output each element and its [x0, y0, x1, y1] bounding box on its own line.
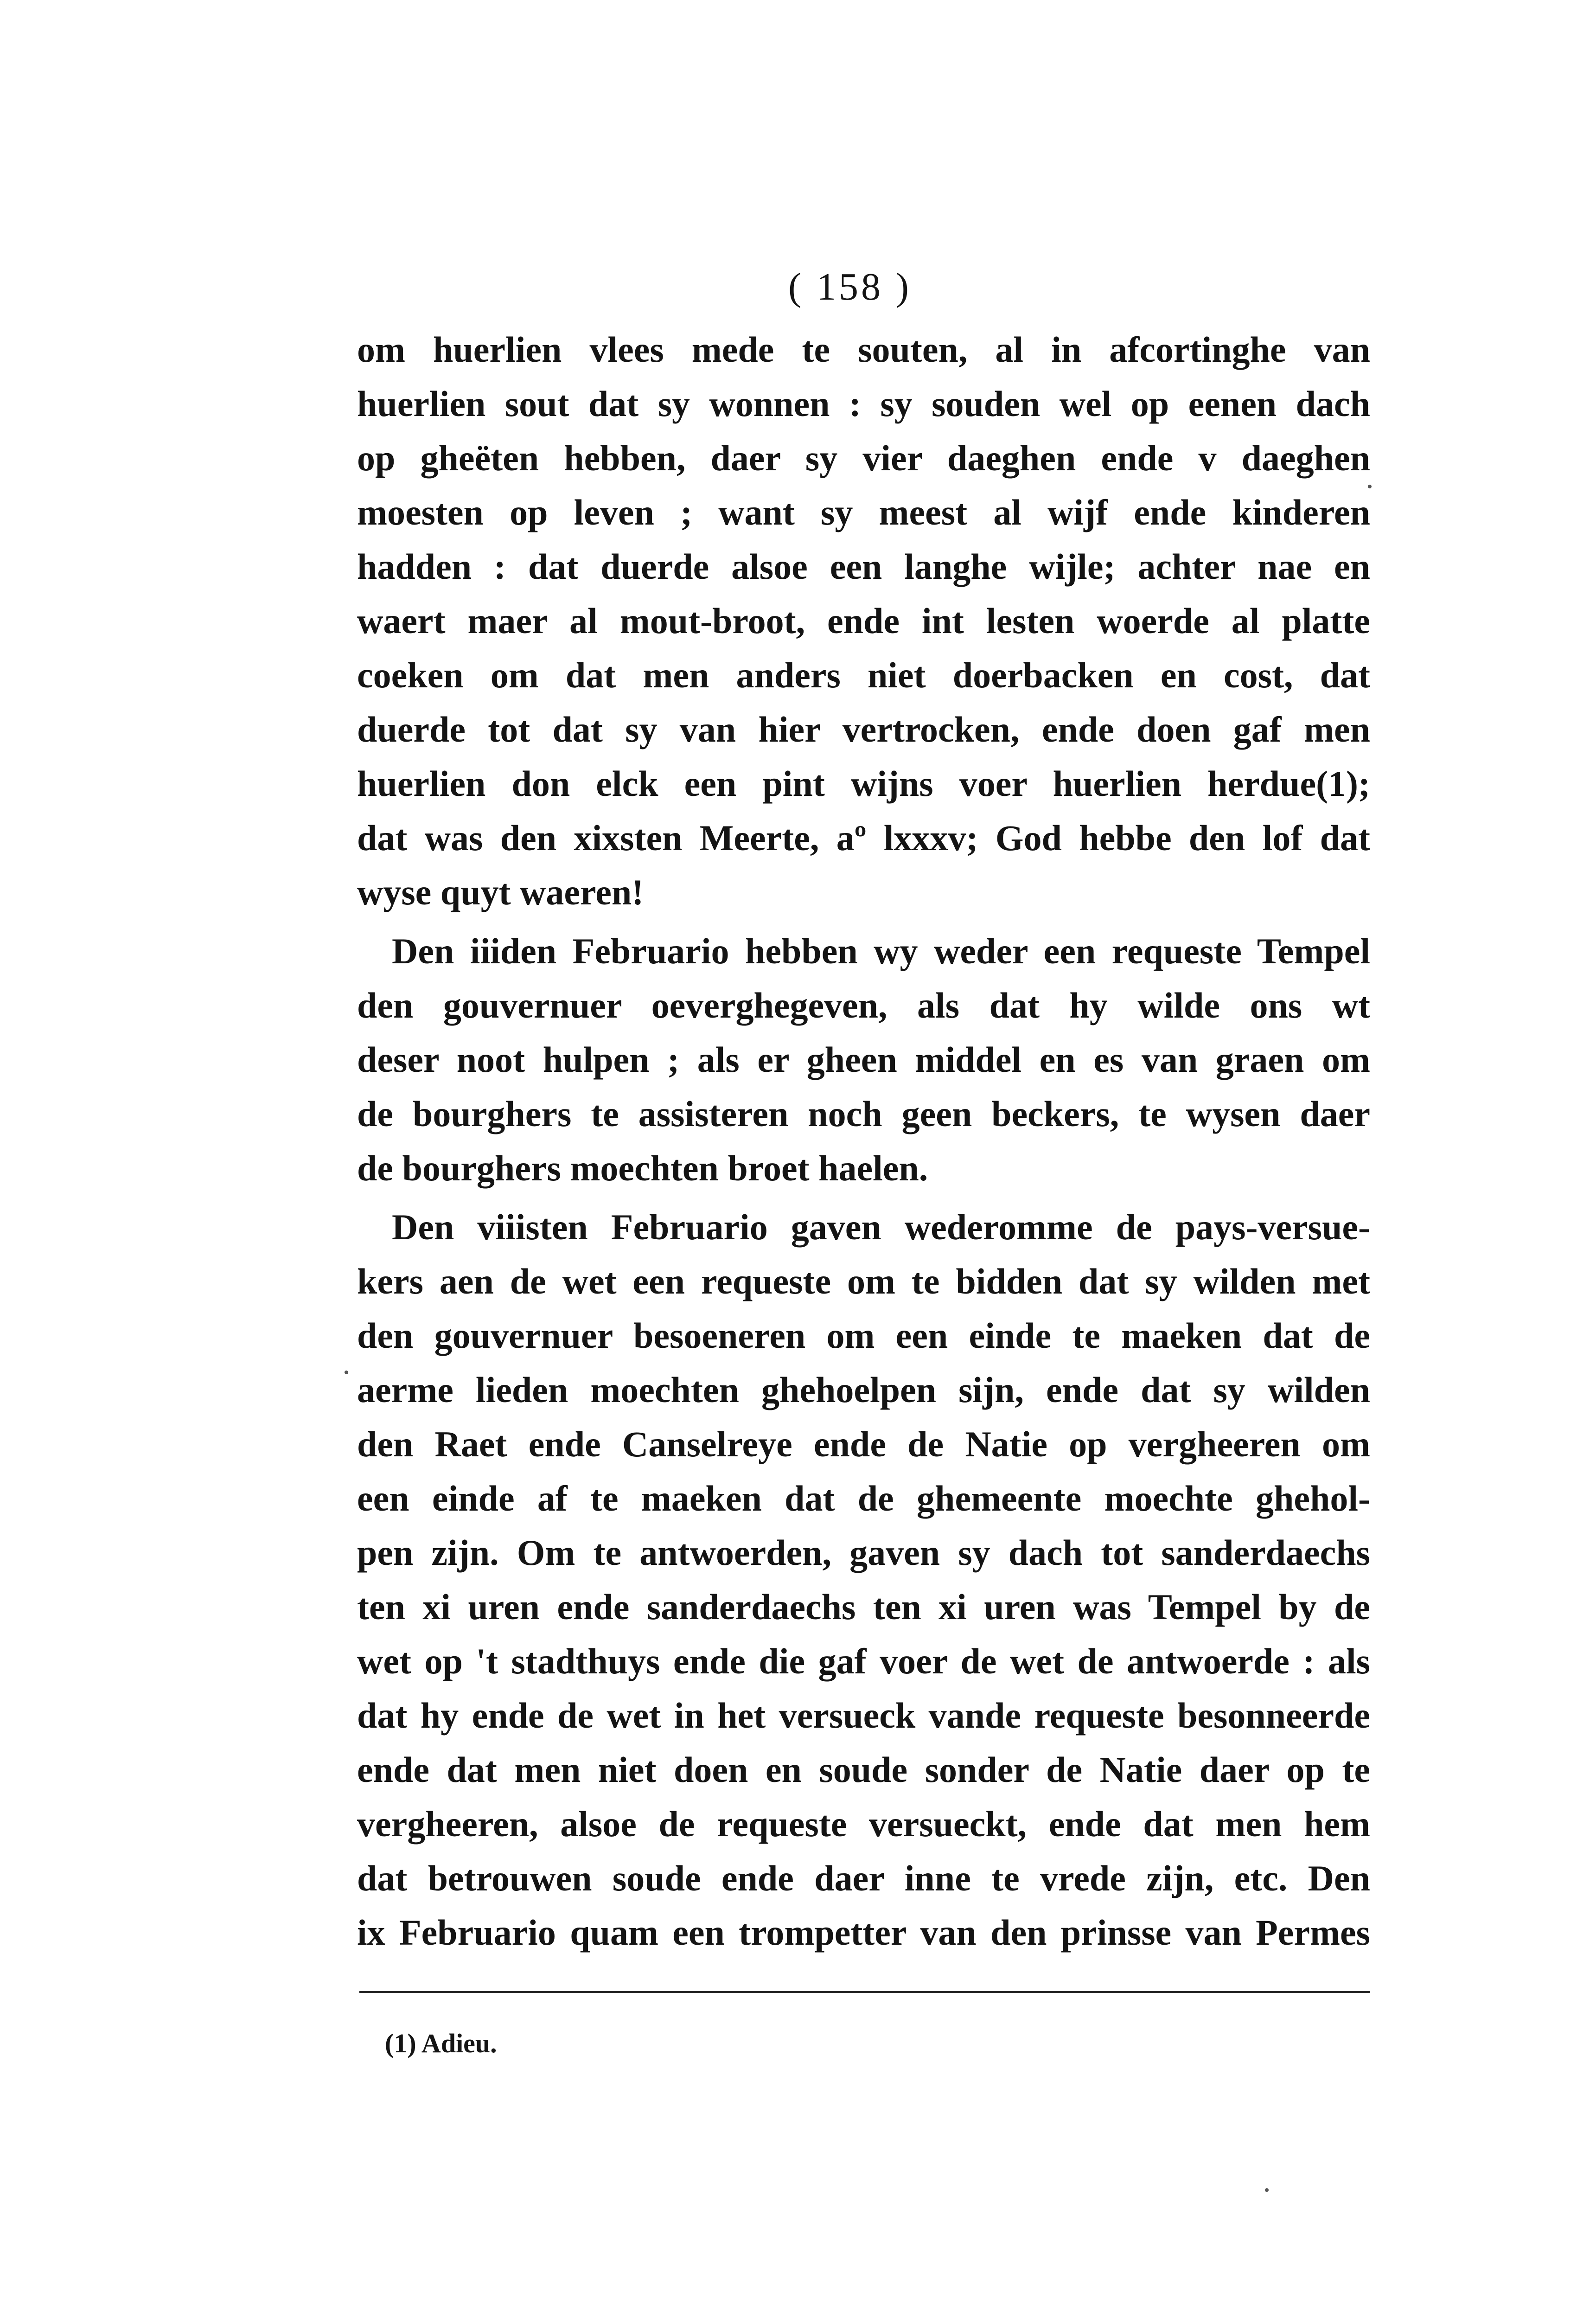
print-speck	[1368, 485, 1372, 488]
footnote: (1) Adieu.	[385, 2028, 497, 2058]
paragraph-1	[357, 322, 1370, 919]
text-line: vergheeren, alsoe de requeste versueckt, ende dat men hem	[357, 1804, 1370, 1844]
text-line: den gouvernuer besoeneren om een einde te maeken dat de	[357, 1315, 1370, 1356]
text-line: dat hy ende de wet in het versueck vande requeste besonneerde	[357, 1695, 1370, 1736]
text-line: den Raet ende Canselreye ende de Natie op vergheeren om	[357, 1424, 1370, 1464]
paragraph-2	[357, 924, 1370, 1195]
text-line: ix Februario quam een trompetter van den prinsse van Permes	[357, 1912, 1370, 1953]
text-line: hadden : dat duerde alsoe een langhe wijle; achter nae en	[357, 546, 1370, 587]
paragraph-3	[357, 1200, 1370, 1960]
text-line: om huerlien vlees mede te souten, al in afcortinghe van	[357, 329, 1370, 370]
text-line: duerde tot dat sy van hier vertrocken, ende doen gaf men	[357, 709, 1370, 750]
text-line: wyse quyt waeren!	[357, 872, 644, 912]
text-line: huerlien sout dat sy wonnen : sy souden wel op eenen dach	[357, 384, 1370, 424]
text-line: waert maer al mout-broot, ende int lesten woerde al platte	[357, 601, 1370, 641]
text-line: op gheëten hebben, daer sy vier daeghen ende v daeghen	[357, 438, 1370, 478]
text-line: dat betrouwen soude ende daer inne te vrede zijn, etc. Den	[357, 1858, 1370, 1898]
text-line: pen zijn. Om te antwoerden, gaven sy dach tot sanderdaechs	[357, 1532, 1370, 1573]
text-line: de bourghers moechten broet haelen.	[357, 1148, 928, 1188]
text-line: de bourghers te assisteren noch geen beckers, te wysen daer	[357, 1094, 1370, 1134]
text-line: wet op 't stadthuys ende die gaf voer de wet de antwoerde : als	[357, 1641, 1370, 1681]
print-speck	[345, 1371, 348, 1374]
text-line: ten xi uren ende sanderdaechs ten xi uren was Tempel by de	[357, 1587, 1370, 1627]
footnote-divider	[359, 1991, 1370, 1993]
text-line: huerlien don elck een pint wijns voer huerlien herdue(1);	[357, 763, 1370, 804]
text-line: deser noot hulpen ; als er gheen middel en es van graen om	[357, 1039, 1370, 1080]
text-line: aerme lieden moechten ghehoelpen sijn, ende dat sy wilden	[357, 1370, 1370, 1410]
text-line: Den viiisten Februario gaven wederomme de pays-versue-	[392, 1207, 1370, 1247]
text-line: kers aen de wet een requeste om te bidden dat sy wilden met	[357, 1261, 1370, 1301]
body-text	[357, 322, 1370, 1960]
text-line: Den iiiden Februario hebben wy weder een requeste Tempel	[392, 931, 1370, 971]
text-line: moesten op leven ; want sy meest al wijf ende kinderen	[357, 492, 1370, 532]
text-line: ende dat men niet doen en soude sonder de Natie daer op te	[357, 1749, 1370, 1790]
print-speck	[1265, 2188, 1269, 2192]
text-line: dat was den xixsten Meerte, aº lxxxv; God hebbe den lof dat	[357, 818, 1370, 858]
page-number: ( 158 )	[788, 265, 912, 308]
text-line: den gouvernuer oeverghegeven, als dat hy wilde ons wt	[357, 985, 1370, 1025]
text-line: een einde af te maeken dat de ghemeente moechte ghehol-	[357, 1478, 1370, 1518]
text-line: coeken om dat men anders niet doerbacken en cost, dat	[357, 655, 1370, 695]
